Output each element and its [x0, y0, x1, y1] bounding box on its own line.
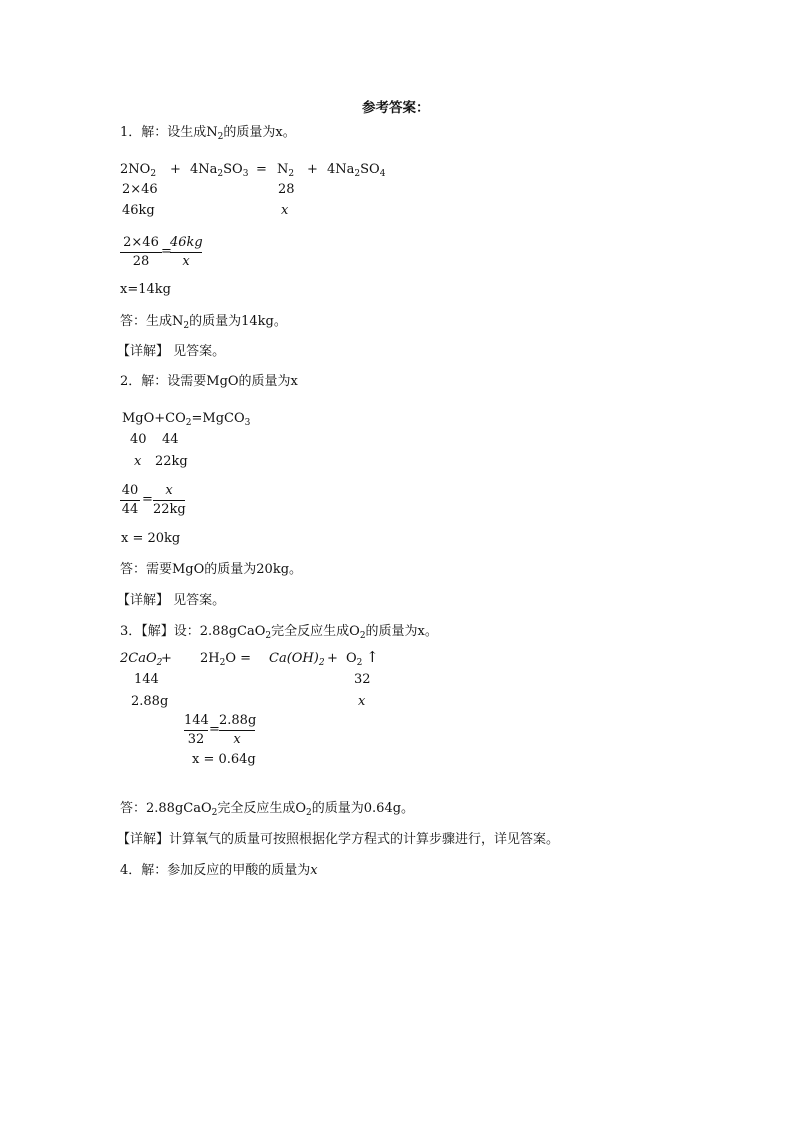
q1-intro-prefix: 1．解：设生成N [120, 125, 218, 140]
q1-equation-term1: $2NO_2$ [120, 162, 157, 179]
q3-detail: 【详解】计算氧气的质量可按照根据化学方程式的计算步骤进行，详见答案。 [117, 832, 560, 847]
q1-fraction-left-bar [120, 252, 162, 253]
q3-answer-bs: 2 [306, 808, 312, 818]
q3-fraction-right-num: 2.88g [219, 713, 257, 728]
q3-intro-a: 3．【解】设：2.88gCaO [120, 624, 266, 639]
q2-fraction-left-num: 40 [121, 483, 139, 498]
q1-intro-sub: 2 [217, 132, 224, 142]
q3-equation-plus1: + [161, 651, 172, 666]
q1-answer-sub: 2 [183, 321, 190, 331]
q1-row3-left: 46kg [122, 203, 155, 218]
q1-equation-plus2: + [307, 162, 318, 177]
q2-fraction-right [153, 484, 185, 518]
q3-answer-c: 的质量为0.64g。 [311, 801, 415, 816]
q2-equation: $MgO+CO_2=MgCO_3$ [122, 411, 251, 428]
q2-detail: 【详解】 见答案。 [117, 593, 226, 608]
q1-fraction-right-bar [170, 252, 202, 253]
q1-fraction-equals: = [161, 244, 172, 259]
q1-row2-mid: 28 [278, 182, 295, 197]
q2-fraction-right-num: x [165, 483, 173, 498]
q3-equation-plus2: + [327, 651, 338, 666]
q2-fraction-equals: = [142, 492, 153, 507]
q3-fraction-left-bar [184, 730, 208, 731]
q2-intro: 2．解：设需要MgO的质量为x [120, 374, 298, 389]
q2-answer: 答：需要MgO的质量为20kg。 [120, 562, 303, 577]
q3-fraction-right-bar [219, 730, 255, 731]
q2-result: x = 20kg [121, 531, 181, 546]
q2-fraction-left [120, 484, 140, 518]
q2-row2-b: 44 [162, 432, 179, 447]
q2-row2-a: 40 [130, 432, 147, 447]
q3-intro-as: 2 [265, 631, 272, 641]
q4-intro [120, 863, 318, 879]
q2-fraction-left-den: 44 [121, 502, 139, 517]
q3-answer-a: 答：2.88gCaO [120, 801, 212, 816]
q3-equation-term2: $2H_2O$ = [200, 651, 252, 668]
q1-equation-plus1: + [170, 162, 181, 177]
q1-answer-prefix: 答：生成N [120, 314, 184, 329]
q1-equation-equals: = [256, 162, 267, 177]
q3-equation-term1: 2CaO$_2$ [120, 651, 163, 668]
q3-fraction-left-den: 32 [187, 732, 205, 747]
q3-fraction-right [219, 714, 255, 748]
q2-fraction-right-den: 22kg [153, 502, 186, 517]
q4-intro-x: x [310, 863, 318, 878]
q1-row2-left: 2×46 [122, 182, 158, 197]
q1-detail: 【详解】 见答案。 [117, 344, 226, 359]
q4-intro-text: 4．解：参加反应的甲酸的质量为 [120, 863, 311, 878]
q1-fraction-right [170, 236, 202, 270]
q1-fraction-left-den: 28 [132, 254, 150, 269]
page-title: 参考答案： [362, 100, 430, 116]
q2-row3-b: 22kg [155, 454, 188, 469]
q1-answer [120, 314, 287, 330]
q3-result: x = 0.64g [192, 752, 256, 767]
q3-answer-b: 完全反应生成O [217, 801, 307, 816]
q3-intro-b: 完全反应生成O [271, 624, 360, 639]
q3-intro-c: 的质量为x。 [365, 624, 438, 639]
q1-equation-term2: $4Na_2SO_3$ [190, 162, 249, 179]
q1-fraction-left-num: 2×46 [123, 235, 159, 250]
q3-fraction-left [184, 714, 208, 748]
q1-fraction-right-num: 46kg [170, 235, 203, 250]
q3-fraction-right-den: x [233, 732, 241, 747]
q3-row3-right: x [358, 694, 366, 709]
q1-fraction-left [120, 236, 162, 270]
q1-equation-term4: $4Na_2SO_4$ [327, 162, 386, 179]
q3-row3-left: 2.88g [131, 694, 169, 709]
q3-intro [120, 624, 438, 640]
q2-fraction-left-bar [120, 500, 140, 501]
q3-fraction-left-num: 144 [184, 713, 209, 728]
q2-row3-a: x [134, 454, 142, 469]
q2-fraction-right-bar [153, 500, 185, 501]
q1-result: x=14kg [120, 282, 171, 297]
q1-fraction-right-den: x [182, 254, 190, 269]
q3-answer [120, 801, 414, 817]
q3-answer-as: 2 [211, 808, 218, 818]
q3-equation-arrow: ↑ [366, 648, 379, 666]
q3-intro-bs: 2 [359, 631, 366, 641]
q3-row2-left: 144 [134, 672, 159, 687]
q1-intro-suffix: 的质量为x。 [223, 125, 296, 140]
q3-fraction-equals: = [209, 722, 220, 737]
q1-equation-term3: $N_2$ [277, 162, 295, 179]
q3-equation-term4: $O_2$ [346, 651, 363, 668]
q1-intro [120, 125, 296, 141]
q3-equation-term3: $Ca(OH)_2$ [269, 651, 325, 668]
q1-row3-mid: x [281, 203, 289, 218]
q3-row2-right: 32 [354, 672, 371, 687]
q1-answer-suffix: 的质量为14kg。 [189, 314, 287, 329]
